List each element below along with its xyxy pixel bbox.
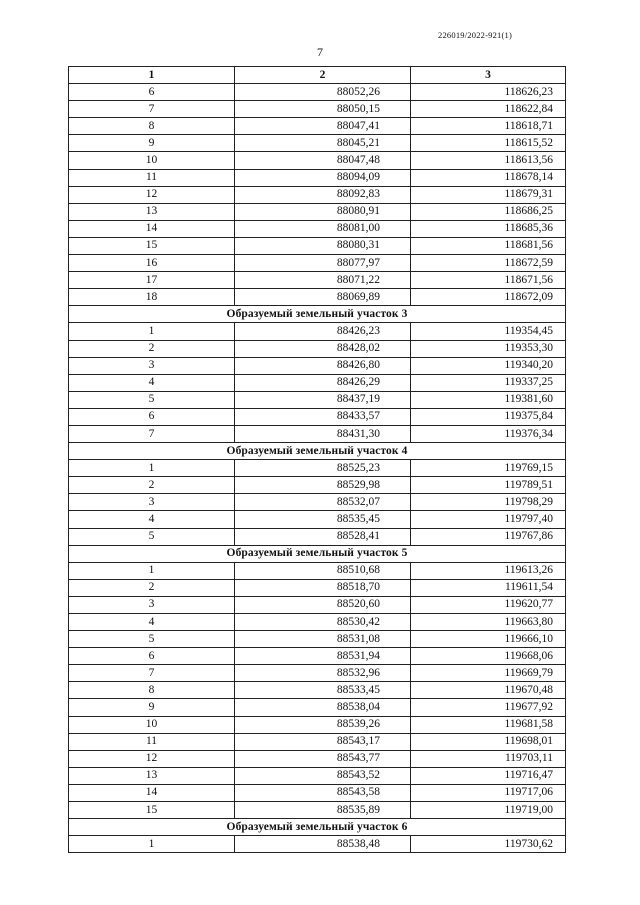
point-number-cell: 11: [69, 169, 235, 186]
point-number-cell: 5: [69, 631, 235, 648]
y-coordinate-cell: 118685,36: [411, 220, 566, 237]
x-coordinate-cell: 88069,89: [235, 289, 411, 306]
y-coordinate-cell: 119340,20: [411, 357, 566, 374]
x-coordinate-cell: 88428,02: [235, 340, 411, 357]
table-row: [69, 460, 566, 477]
x-coordinate-cell: 88531,94: [235, 648, 411, 665]
point-number-cell: 6: [69, 648, 235, 665]
section-title: Образуемый земельный участок 4: [69, 443, 566, 460]
table-row: [69, 614, 566, 631]
column-header-3: 3: [411, 67, 566, 84]
table-row: [69, 237, 566, 254]
table-row: [69, 374, 566, 391]
table-row: [69, 272, 566, 289]
table-row: [69, 699, 566, 716]
x-coordinate-cell: 88533,45: [235, 682, 411, 699]
y-coordinate-cell: 119668,06: [411, 648, 566, 665]
y-coordinate-cell: 119375,84: [411, 408, 566, 425]
y-coordinate-cell: 118622,84: [411, 101, 566, 118]
table-row: [69, 562, 566, 579]
point-number-cell: 4: [69, 374, 235, 391]
y-coordinate-cell: 118672,09: [411, 289, 566, 306]
section-title: Образуемый земельный участок 5: [69, 545, 566, 562]
section-row: [69, 545, 566, 562]
y-coordinate-cell: 119769,15: [411, 460, 566, 477]
y-coordinate-cell: 118678,14: [411, 169, 566, 186]
x-coordinate-cell: 88080,91: [235, 203, 411, 220]
x-coordinate-cell: 88535,89: [235, 802, 411, 819]
y-coordinate-cell: 119670,48: [411, 682, 566, 699]
point-number-cell: 7: [69, 665, 235, 682]
point-number-cell: 5: [69, 391, 235, 408]
page-number: 7: [317, 45, 323, 59]
x-coordinate-cell: 88543,58: [235, 784, 411, 801]
x-coordinate-cell: 88094,09: [235, 169, 411, 186]
point-number-cell: 9: [69, 135, 235, 152]
table-header-row: [69, 67, 566, 84]
y-coordinate-cell: 119620,77: [411, 596, 566, 613]
point-number-cell: 2: [69, 340, 235, 357]
x-coordinate-cell: 88047,48: [235, 152, 411, 169]
x-coordinate-cell: 88532,07: [235, 494, 411, 511]
table-row: [69, 511, 566, 528]
x-coordinate-cell: 88538,04: [235, 699, 411, 716]
x-coordinate-cell: 88543,17: [235, 733, 411, 750]
point-number-cell: 7: [69, 101, 235, 118]
x-coordinate-cell: 88539,26: [235, 716, 411, 733]
point-number-cell: 7: [69, 425, 235, 442]
table-row: [69, 528, 566, 545]
point-number-cell: 10: [69, 152, 235, 169]
table-row: [69, 220, 566, 237]
section-row: [69, 306, 566, 323]
x-coordinate-cell: 88535,45: [235, 511, 411, 528]
y-coordinate-cell: 118679,31: [411, 186, 566, 203]
table-row: [69, 648, 566, 665]
x-coordinate-cell: 88529,98: [235, 477, 411, 494]
coordinates-table: [68, 66, 566, 853]
point-number-cell: 4: [69, 511, 235, 528]
y-coordinate-cell: 119730,62: [411, 836, 566, 853]
document-id: 226019/2022-921(1): [438, 30, 512, 40]
x-coordinate-cell: 88532,96: [235, 665, 411, 682]
point-number-cell: 12: [69, 186, 235, 203]
y-coordinate-cell: 118613,56: [411, 152, 566, 169]
x-coordinate-cell: 88525,23: [235, 460, 411, 477]
point-number-cell: 9: [69, 699, 235, 716]
table-row: [69, 186, 566, 203]
point-number-cell: 4: [69, 614, 235, 631]
point-number-cell: 17: [69, 272, 235, 289]
y-coordinate-cell: 119797,40: [411, 511, 566, 528]
point-number-cell: 8: [69, 118, 235, 135]
x-coordinate-cell: 88543,77: [235, 750, 411, 767]
point-number-cell: 1: [69, 323, 235, 340]
x-coordinate-cell: 88045,21: [235, 135, 411, 152]
section-title: Образуемый земельный участок 3: [69, 306, 566, 323]
x-coordinate-cell: 88426,29: [235, 374, 411, 391]
y-coordinate-cell: 118686,25: [411, 203, 566, 220]
y-coordinate-cell: 119669,79: [411, 665, 566, 682]
table-row: [69, 836, 566, 853]
y-coordinate-cell: 118672,59: [411, 255, 566, 272]
table-row: [69, 494, 566, 511]
table-row: [69, 425, 566, 442]
point-number-cell: 8: [69, 682, 235, 699]
point-number-cell: 14: [69, 784, 235, 801]
point-number-cell: 15: [69, 237, 235, 254]
column-header-1: 1: [69, 67, 235, 84]
table-row: [69, 665, 566, 682]
table-row: [69, 716, 566, 733]
table-row: [69, 340, 566, 357]
point-number-cell: 1: [69, 460, 235, 477]
y-coordinate-cell: 119337,25: [411, 374, 566, 391]
table-row: [69, 255, 566, 272]
point-number-cell: 13: [69, 203, 235, 220]
point-number-cell: 1: [69, 562, 235, 579]
y-coordinate-cell: 119681,58: [411, 716, 566, 733]
x-coordinate-cell: 88510,68: [235, 562, 411, 579]
x-coordinate-cell: 88437,19: [235, 391, 411, 408]
table-row: [69, 477, 566, 494]
x-coordinate-cell: 88538,48: [235, 836, 411, 853]
y-coordinate-cell: 119698,01: [411, 733, 566, 750]
y-coordinate-cell: 119719,00: [411, 802, 566, 819]
table-row: [69, 579, 566, 596]
table-row: [69, 631, 566, 648]
point-number-cell: 3: [69, 494, 235, 511]
table-row: [69, 323, 566, 340]
x-coordinate-cell: 88531,08: [235, 631, 411, 648]
point-number-cell: 16: [69, 255, 235, 272]
x-coordinate-cell: 88080,31: [235, 237, 411, 254]
y-coordinate-cell: 119789,51: [411, 477, 566, 494]
y-coordinate-cell: 119354,45: [411, 323, 566, 340]
x-coordinate-cell: 88433,57: [235, 408, 411, 425]
y-coordinate-cell: 119798,29: [411, 494, 566, 511]
point-number-cell: 12: [69, 750, 235, 767]
y-coordinate-cell: 119717,06: [411, 784, 566, 801]
table-row: [69, 750, 566, 767]
table-row: [69, 802, 566, 819]
table-row: [69, 408, 566, 425]
y-coordinate-cell: 119703,11: [411, 750, 566, 767]
x-coordinate-cell: 88071,22: [235, 272, 411, 289]
y-coordinate-cell: 119666,10: [411, 631, 566, 648]
section-title: Образуемый земельный участок 6: [69, 819, 566, 836]
y-coordinate-cell: 118626,23: [411, 84, 566, 101]
section-row: [69, 443, 566, 460]
x-coordinate-cell: 88047,41: [235, 118, 411, 135]
x-coordinate-cell: 88431,30: [235, 425, 411, 442]
table-row: [69, 135, 566, 152]
y-coordinate-cell: 119381,60: [411, 391, 566, 408]
section-row: [69, 819, 566, 836]
point-number-cell: 14: [69, 220, 235, 237]
point-number-cell: 2: [69, 477, 235, 494]
y-coordinate-cell: 119353,30: [411, 340, 566, 357]
x-coordinate-cell: 88426,80: [235, 357, 411, 374]
table-row: [69, 357, 566, 374]
x-coordinate-cell: 88050,15: [235, 101, 411, 118]
table-row: [69, 733, 566, 750]
point-number-cell: 6: [69, 84, 235, 101]
point-number-cell: 2: [69, 579, 235, 596]
y-coordinate-cell: 119611,54: [411, 579, 566, 596]
point-number-cell: 6: [69, 408, 235, 425]
table-body: [69, 84, 566, 853]
table-row: [69, 391, 566, 408]
x-coordinate-cell: 88528,41: [235, 528, 411, 545]
x-coordinate-cell: 88052,26: [235, 84, 411, 101]
table-row: [69, 152, 566, 169]
table-row: [69, 596, 566, 613]
y-coordinate-cell: 118681,56: [411, 237, 566, 254]
y-coordinate-cell: 119613,26: [411, 562, 566, 579]
table-row: [69, 203, 566, 220]
table-row: [69, 169, 566, 186]
table-row: [69, 682, 566, 699]
x-coordinate-cell: 88081,00: [235, 220, 411, 237]
y-coordinate-cell: 119716,47: [411, 767, 566, 784]
table-row: [69, 118, 566, 135]
x-coordinate-cell: 88530,42: [235, 614, 411, 631]
point-number-cell: 3: [69, 357, 235, 374]
x-coordinate-cell: 88092,83: [235, 186, 411, 203]
x-coordinate-cell: 88520,60: [235, 596, 411, 613]
table-row: [69, 84, 566, 101]
point-number-cell: 13: [69, 767, 235, 784]
y-coordinate-cell: 118618,71: [411, 118, 566, 135]
y-coordinate-cell: 119376,34: [411, 425, 566, 442]
point-number-cell: 3: [69, 596, 235, 613]
point-number-cell: 11: [69, 733, 235, 750]
table-row: [69, 784, 566, 801]
point-number-cell: 1: [69, 836, 235, 853]
x-coordinate-cell: 88426,23: [235, 323, 411, 340]
point-number-cell: 5: [69, 528, 235, 545]
point-number-cell: 18: [69, 289, 235, 306]
point-number-cell: 15: [69, 802, 235, 819]
y-coordinate-cell: 119663,80: [411, 614, 566, 631]
x-coordinate-cell: 88518,70: [235, 579, 411, 596]
x-coordinate-cell: 88077,97: [235, 255, 411, 272]
x-coordinate-cell: 88543,52: [235, 767, 411, 784]
table-row: [69, 289, 566, 306]
y-coordinate-cell: 118615,52: [411, 135, 566, 152]
y-coordinate-cell: 119767,86: [411, 528, 566, 545]
point-number-cell: 10: [69, 716, 235, 733]
table-row: [69, 101, 566, 118]
column-header-2: 2: [235, 67, 411, 84]
y-coordinate-cell: 119677,92: [411, 699, 566, 716]
y-coordinate-cell: 118671,56: [411, 272, 566, 289]
table-row: [69, 767, 566, 784]
